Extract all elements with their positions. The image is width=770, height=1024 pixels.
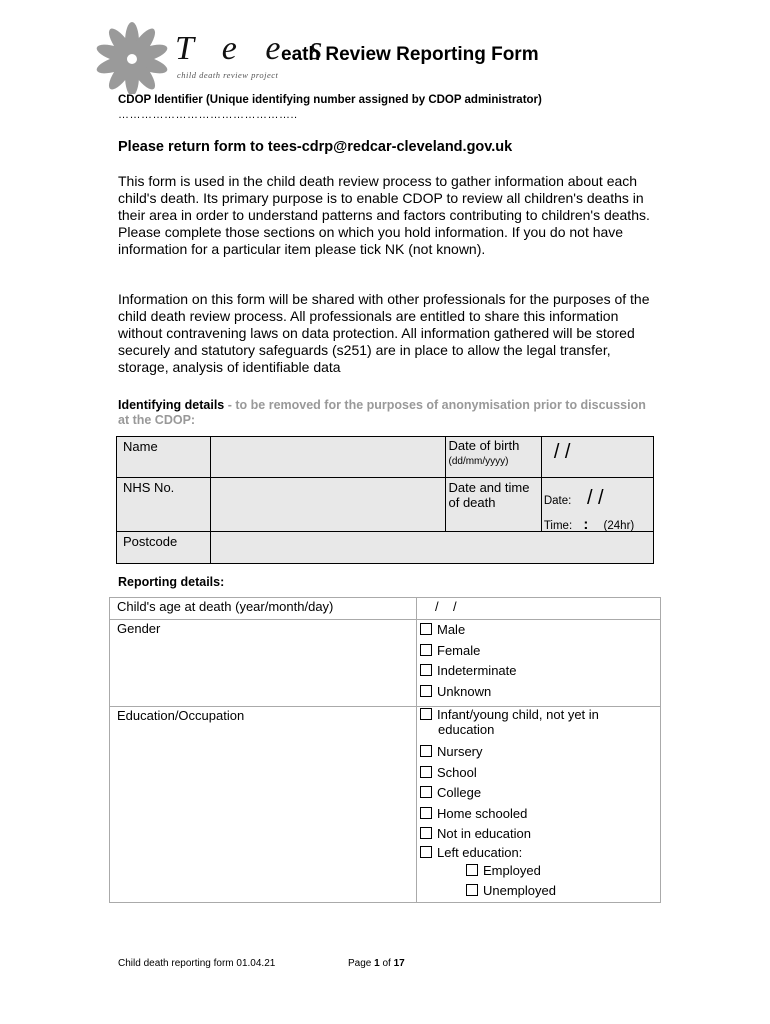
nhs-label: NHS No. bbox=[123, 480, 175, 495]
gender-female-checkbox[interactable]: Female bbox=[420, 641, 660, 662]
page-title: eath Review Reporting Form bbox=[281, 44, 539, 65]
gender-unknown-checkbox[interactable]: Unknown bbox=[420, 682, 660, 703]
gender-label: Gender bbox=[117, 621, 161, 636]
death-datetime-label: Date and time of death bbox=[448, 480, 530, 510]
return-instruction: Please return form to tees-cdrp@redcar-cleveland.gov.uk bbox=[118, 139, 513, 155]
education-label: Education/Occupation bbox=[117, 708, 245, 723]
time-format: (24hr) bbox=[603, 520, 635, 532]
tees-logo-flower bbox=[92, 22, 170, 94]
date-slashes: / / bbox=[586, 487, 604, 509]
postcode-field[interactable] bbox=[210, 532, 653, 564]
education-not-in-education-checkbox[interactable]: Not in education bbox=[420, 824, 660, 845]
education-school-checkbox[interactable]: School bbox=[420, 763, 660, 784]
reporting-details-table bbox=[109, 597, 661, 903]
education-left-checkbox[interactable]: Left education: bbox=[420, 845, 660, 861]
time-label: Time: bbox=[543, 520, 573, 532]
name-field[interactable] bbox=[210, 437, 445, 478]
nhs-field[interactable] bbox=[210, 478, 445, 532]
education-home-schooled-checkbox[interactable]: Home schooled bbox=[420, 804, 660, 825]
gender-indeterminate-checkbox[interactable]: Indeterminate bbox=[420, 661, 660, 682]
death-datetime-field[interactable] bbox=[541, 478, 653, 532]
education-nursery-checkbox[interactable]: Nursery bbox=[420, 742, 660, 763]
gender-male-checkbox[interactable]: Male bbox=[420, 620, 660, 641]
footer-form-version: Child death reporting form 01.04.21 bbox=[118, 958, 276, 969]
age-slashes: / / bbox=[435, 599, 457, 614]
postcode-label: Postcode bbox=[123, 534, 178, 549]
left-unemployed-checkbox[interactable]: Unemployed bbox=[420, 881, 660, 901]
cdop-identifier-field[interactable]: ……………………………………….. bbox=[118, 109, 298, 121]
dob-slashes: / / bbox=[553, 441, 571, 463]
logo-subtitle: child death review project bbox=[177, 70, 279, 80]
date-label: Date: bbox=[543, 495, 572, 507]
education-infant-checkbox[interactable]: Infant/young child, not yet in education bbox=[420, 707, 660, 737]
dob-format: (dd/mm/yyyy) bbox=[448, 456, 509, 467]
footer-page-number: Page 1 of 17 bbox=[348, 958, 405, 969]
name-label: Name bbox=[123, 439, 158, 454]
dob-field[interactable] bbox=[541, 437, 653, 478]
intro-paragraph: This form is used in the child death review process to gather information about each child's death. Its primary purpose is to enable CDOP to review all children's deaths in their area in order to understand patterns and factors contributing to children's deaths. Please complete those sections on which you hold information. If you do not have information for a particular item please tick NK (not known). bbox=[118, 173, 650, 257]
cdop-identifier-label: CDOP Identifier (Unique identifying number assigned by CDOP administrator) bbox=[118, 94, 542, 106]
time-colon: : bbox=[583, 516, 589, 533]
education-college-checkbox[interactable]: College bbox=[420, 783, 660, 804]
identifying-details-table bbox=[116, 436, 654, 564]
age-field[interactable] bbox=[417, 598, 661, 620]
age-label: Child's age at death (year/month/day) bbox=[117, 599, 334, 614]
data-sharing-paragraph: Information on this form will be shared with other professionals for the purposes of the child death review process. All professionals are entitled to share this information without contravening laws on data protection. All information gathered will be stored securely and statutory safeguards (s251) are in place to allow the legal transfer, storage, analysis of identifiable data bbox=[118, 291, 650, 375]
reporting-details-heading: Reporting details: bbox=[118, 575, 225, 589]
logo-wordmark: T e e s bbox=[175, 30, 333, 67]
dob-label: Date of birth bbox=[448, 438, 520, 453]
identifying-details-heading: Identifying details - to be removed for the purposes of anonymisation prior to discussion at the CDOP: bbox=[118, 398, 646, 427]
left-employed-checkbox[interactable]: Employed bbox=[420, 861, 660, 881]
